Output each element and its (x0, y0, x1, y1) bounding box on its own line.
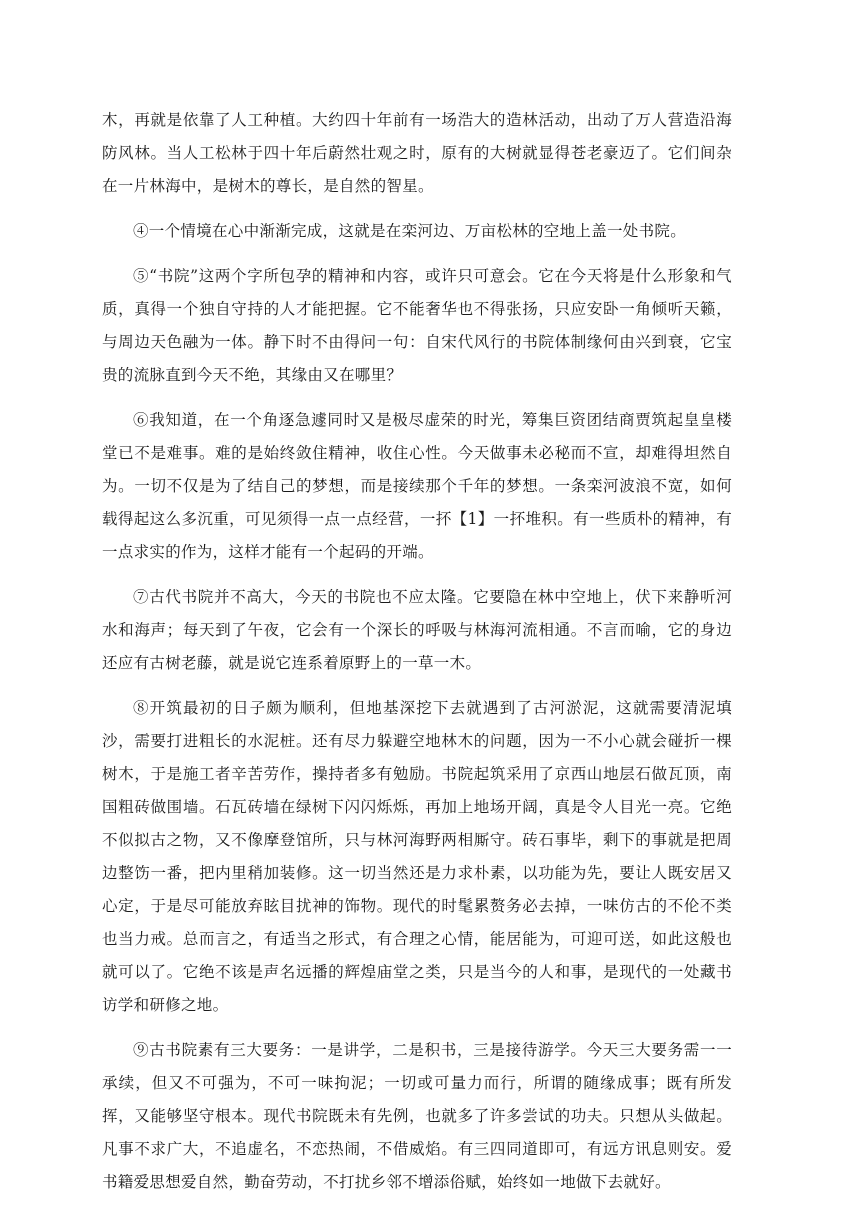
paragraph-8: ⑧开筑最初的日子颇为顺利，但地基深挖下去就遇到了古河淤泥，这就需要清泥填沙，需要打进粗长的水泥桩。还有尽力躲避空地林木的问题，因为一不小心就会碰折一棵树木，于是施工者辛苦劳作，操持者多有勉励。书院起筑采用了京西山地层石做瓦顶，南国粗砖做围墙。石瓦砖墙在绿树下闪闪烁烁，再加上地场开阔，真是令人目光一亮。它绝不似拟古之物，又不像摩登馆所，只与林河海野两相厮守。砖石事毕，剩下的事就是把周边整饬一番，把内里稍加装修。这一切当然还是力求朴素，以功能为先，要让人既安居又心定，于是尽可能放弃眩目扰神的饰物。现代的时髦累赘务必去掉，一味仿古的不伦不类也当力戒。总而言之，有适当之形式，有合理之心情，能居能为，可迎可送，如此这般也就可以了。它绝不该是声名远播的辉煌庙堂之类，只是当今的人和事，是现代的一处藏书访学和研修之地。 (102, 699, 732, 1014)
paragraph-9: ⑨古书院素有三大要务：一是讲学，二是积书，三是接待游学。今天三大要务需一一承续，但又不可强为，不可一味拘泥；一切或可量力而行，所谓的随缘成事；既有所发挥，又能够坚守根本。现代书院既未有先例，也就多了许多尝试的功夫。只想从头做起。凡事不求广大，不追虚名，不恋热闹，不借威焰。有三四同道即可，有远方讯息则安。爱书籍爱思想爱自然，勤奋劳动，不打扰乡邻不增添俗赋，始终如一地做下去就好。 (102, 1041, 732, 1191)
document-page (102, 104, 732, 1211)
paragraph-5: ⑤“书院”这两个字所包孕的精神和内容，或许只可意会。它在今天将是什么形象和气质，真得一个独自守持的人才能把握。它不能奢华也不得张扬，只应安卧一角倾听天籁，与周边天色融为一体。静下时不由得问一句：自宋代风行的书院体制缘何由兴到衰，它宝贵的流脉直到今天不绝，其缘由又在哪里？ (102, 267, 732, 384)
paragraph-continued: 木，再就是依靠了人工种植。大约四十年前有一场浩大的造林活动，出动了万人营造沿海防风林。当人工松林于四十年后蔚然壮观之时，原有的大树就显得苍老豪迈了。它们间杂在一片林海中，是树木的尊长，是自然的智星。 (102, 111, 732, 195)
paragraph-7: ⑦古代书院并不高大，今天的书院也不应太隆。它要隐在林中空地上，伏下来静听河水和海声；每天到了午夜，它会有一个深长的呼吸与林海河流相通。不言而喻，它的身边还应有古树老藤，就是说它连系着原野上的一草一木。 (102, 588, 732, 672)
paragraph-4: ④一个情境在心中渐渐完成，这就是在栾河边、万亩松林的空地上盖一处书院。 (133, 222, 687, 240)
paragraph-6: ⑥我知道，在一个角逐急遽同时又是极尽虚荣的时光，筹集巨资团结商贾筑起皇皇楼堂已不是难事。难的是始终敛住精神，收住心性。今天做事未必秘而不宣，却难得坦然自为。一切不仅是为了结自己的梦想，而是接续那个千年的梦想。一条栾河波浪不宽，如何载得起这么多沉重，可见须得一点一点经营，一抔【1】一抔堆积。有一些质朴的精神，有一点求实的作为，这样才能有一个起码的开端。 (102, 411, 732, 561)
